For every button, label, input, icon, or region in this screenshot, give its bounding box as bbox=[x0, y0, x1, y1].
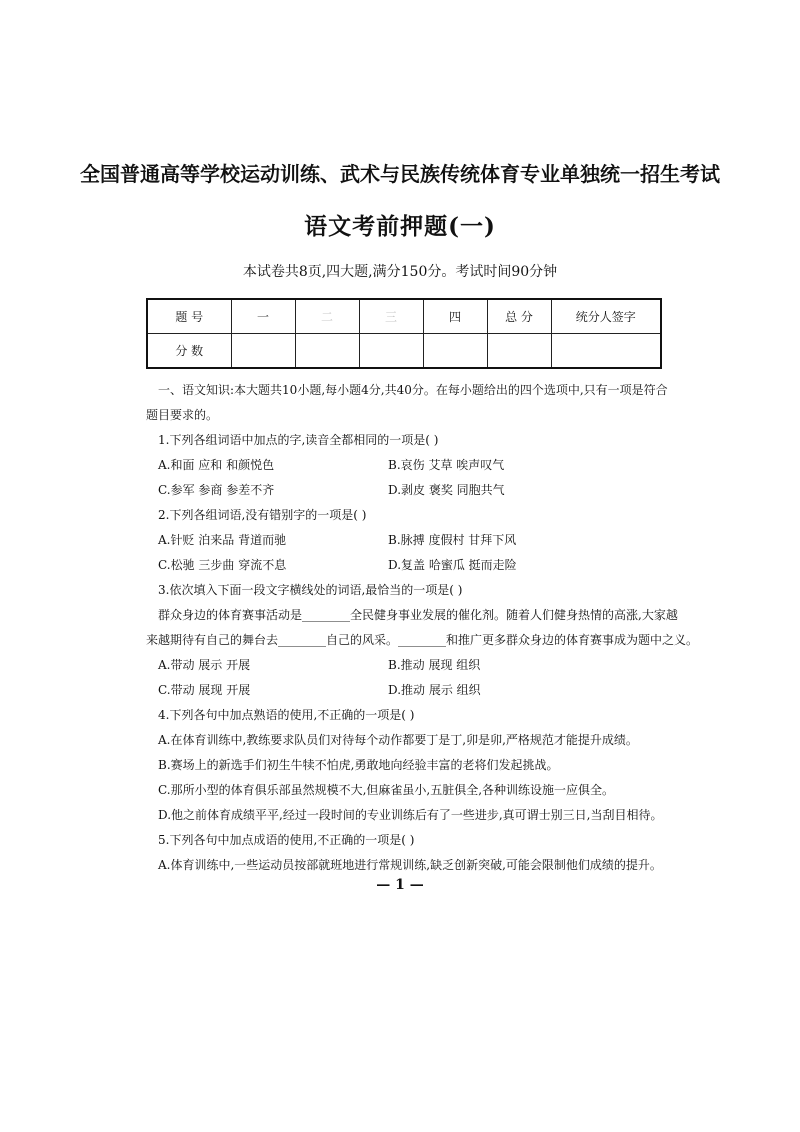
option-b: B.哀伤 艾草 唉声叹气 bbox=[388, 458, 505, 472]
option-c: C.松驰 三步曲 穿流不息 bbox=[158, 558, 287, 572]
score-table-empty-cell[interactable] bbox=[487, 334, 551, 369]
exam-info: 本试卷共8页,四大题,满分150分。考试时间90分钟 bbox=[242, 264, 558, 280]
question-stem: 3.依次填入下面一段文字横线处的词语,最恰当的一项是( ) bbox=[158, 583, 463, 597]
section-intro-line: 一、语文知识:本大题共10小题,每小题4分,共40分。在每小题给出的四个选项中,只有一项是符合 bbox=[158, 383, 668, 397]
score-table-empty-cell[interactable] bbox=[551, 334, 661, 369]
score-table-cell: 总 分 bbox=[487, 299, 551, 334]
option-sentence-a: A.体育训练中,一些运动员按部就班地进行常规训练,缺乏创新突破,可能会限制他们成绩的提升。 bbox=[158, 858, 662, 872]
score-table-empty-cell[interactable] bbox=[423, 334, 487, 369]
option-row bbox=[146, 528, 660, 553]
question-stem: 1.下列各组词语中加点的字,读音全都相同的一项是( ) bbox=[158, 433, 439, 447]
score-table-cell: 统分人签字 bbox=[551, 299, 661, 334]
score-table bbox=[146, 298, 662, 369]
option-sentence-d: D.他之前体育成绩平平,经过一段时间的专业训练后有了一些进步,真可谓士别三日,当刮目相待。 bbox=[158, 808, 663, 822]
page-number: — 1 — bbox=[376, 877, 424, 893]
option-a: A.和面 应和 和颜悦色 bbox=[158, 458, 275, 472]
score-table-empty-cell[interactable] bbox=[231, 334, 295, 369]
passage-line: 群众身边的体育赛事活动是________全民健身事业发展的催化剂。随着人们健身热情的高涨,大家越 bbox=[158, 608, 678, 622]
option-b: B.脉搏 度假村 甘拜下风 bbox=[388, 533, 517, 547]
score-table-cell: 分 数 bbox=[147, 334, 231, 369]
option-row bbox=[146, 653, 660, 678]
option-row bbox=[146, 678, 660, 703]
option-d: D.剥皮 褒奖 同胞共气 bbox=[388, 483, 505, 497]
score-table-cell: 三 bbox=[359, 299, 423, 334]
score-table-cell: 一 bbox=[231, 299, 295, 334]
score-table-header-row bbox=[147, 299, 661, 334]
section-intro-line: 题目要求的。 bbox=[146, 408, 219, 422]
option-row bbox=[146, 478, 660, 503]
option-row bbox=[146, 553, 660, 578]
score-table-cell: 题 号 bbox=[147, 299, 231, 334]
option-d: D.复盖 哈蜜瓜 挺而走险 bbox=[388, 558, 517, 572]
score-table-cell: 四 bbox=[423, 299, 487, 334]
question-stem: 4.下列各句中加点熟语的使用,不正确的一项是( ) bbox=[158, 708, 415, 722]
paper-title: 语文考前押题(一) bbox=[304, 213, 496, 240]
option-a: A.带动 展示 开展 bbox=[158, 658, 251, 672]
score-table-empty-cell[interactable] bbox=[359, 334, 423, 369]
section-1 bbox=[146, 378, 699, 878]
option-row bbox=[146, 453, 660, 478]
exam-title: 全国普通高等学校运动训练、武术与民族传统体育专业单独统一招生考试 bbox=[80, 162, 720, 186]
option-sentence-b: B.赛场上的新选手们初生牛犊不怕虎,勇敢地向经验丰富的老将们发起挑战。 bbox=[158, 758, 559, 772]
option-a: A.针贬 泊来品 背道而驰 bbox=[158, 533, 287, 547]
score-table-score-row bbox=[147, 334, 661, 369]
option-b: B.推动 展现 组织 bbox=[388, 658, 481, 672]
option-c: C.带动 展现 开展 bbox=[158, 683, 251, 697]
passage-line: 来越期待有自己的舞台去________自己的风采。________和推广更多群众身边的体育赛事成为题中之义。 bbox=[146, 633, 699, 647]
option-c: C.参军 参商 参差不齐 bbox=[158, 483, 275, 497]
question-stem: 2.下列各组词语,没有错别字的一项是( ) bbox=[158, 508, 367, 522]
option-sentence-a: A.在体育训练中,教练要求队员们对待每个动作都要丁是丁,卯是卯,严格规范才能提升成绩。 bbox=[158, 733, 638, 747]
option-sentence-c: C.那所小型的体育俱乐部虽然规模不大,但麻雀虽小,五脏俱全,各种训练设施一应俱全。 bbox=[158, 783, 615, 797]
question-stem: 5.下列各句中加点成语的使用,不正确的一项是( ) bbox=[158, 833, 415, 847]
score-table-empty-cell[interactable] bbox=[295, 334, 359, 369]
option-d: D.推动 展示 组织 bbox=[388, 683, 481, 697]
score-table-cell: 二 bbox=[295, 299, 359, 334]
